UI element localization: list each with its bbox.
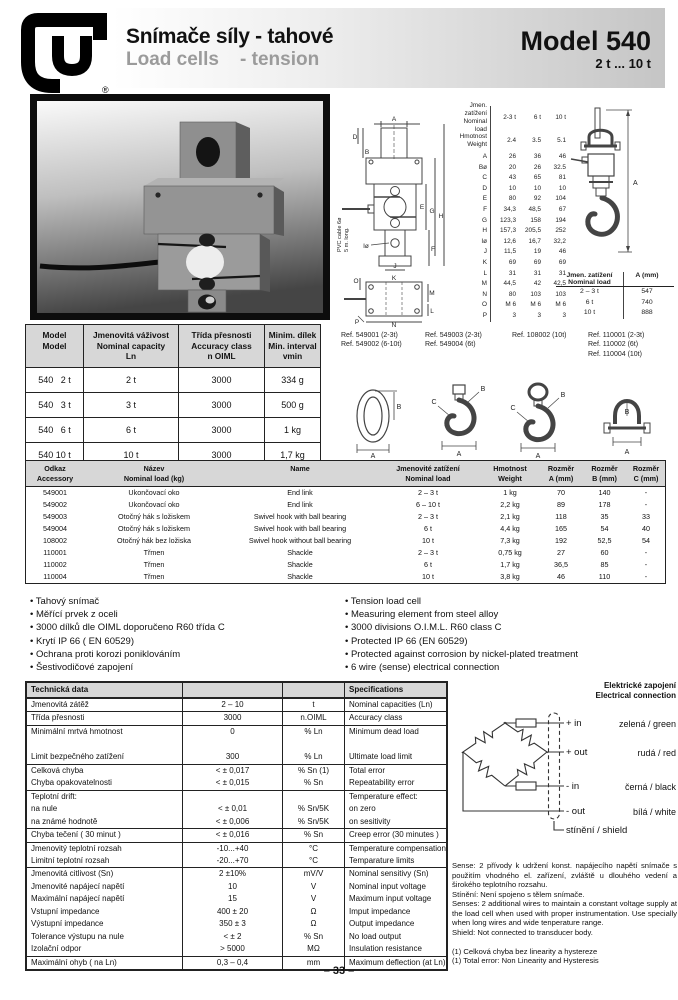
cable-note-line2: 5 m. long. (344, 227, 350, 252)
svg-text:C: C (431, 399, 437, 406)
svg-text:G: G (429, 208, 435, 215)
terminal-pin: - out (566, 806, 586, 817)
tech-table-row: Jmenovitá citlivost (Sn) 2 ±10% mV/V Nominal sensitivy (Sn) (27, 867, 446, 880)
model-table-row: 540 10 t 10 t 3000 1,7 kg (26, 442, 320, 467)
svg-text:A: A (633, 180, 638, 187)
tech-table-row: Maximální ohyb ( na Ln) 0,3 – 0,4 mm Maximum deflection (at Ln) (27, 956, 446, 969)
assembly-a-table: Jmen. zatížení Nominal load A (mm) 2 – 3 t 547 6 t 740 10 t 888 (556, 272, 674, 319)
tech-table-row: Chyba opakovatelnosti < ± 0,015 % Sn Repeatability error (27, 777, 446, 789)
accessory-table-row: 549004 Otočný hák s ložiskem Swivel hook with ball bearing 6 t 4,4 kg 165 54 40 (43, 524, 650, 534)
ref-caption-endlink: Ref. 549001 (2-3t) Ref. 549002 (6-10t) (341, 332, 402, 349)
ref-caption-shackle: Ref. 110001 (2-3t) Ref. 110002 (6t) Ref. 110004 (10t) (588, 332, 645, 358)
dimension-row: F 34,3 48,5 67 (451, 205, 567, 216)
terminal-row (566, 747, 676, 759)
feature-item: • Protected against corrosion by nickel-plated treatment (345, 648, 675, 661)
model-table-row: 540 3 t 3 t 3000 500 g (26, 392, 320, 417)
accessory-table-header: Odkaz Accessory Název Nominal load (kg) Name Jmenovité zatížení Nominal load Hmotnost Weight Rozměr A (mm) Rozměr B (mm) Rozměr C (mm) (26, 461, 665, 487)
feature-item: • 6 wire (sense) electrical connection (345, 661, 675, 674)
accessory-table (25, 460, 666, 584)
tech-table-row: na nule < ± 0,01 % Sn/5K on zero (27, 803, 446, 815)
model-table-row: 540 6 t 6 t 3000 1 kg (26, 417, 320, 442)
feature-item: • 3000 divisions O.I.M.L. R60 class C (345, 621, 675, 634)
model-name: Model 540 (520, 25, 651, 56)
tech-table-row: Jmenovité napájecí napětí 10 V Nominal input voltage (27, 881, 446, 893)
product-photo (30, 94, 330, 320)
assembly-drawing (566, 102, 640, 274)
feature-item: • Tahový snímač (30, 595, 335, 608)
model-table-header: Model Model Jmenovitá váživost Nominal capacity Ln Třída přesnosti Accuracy class n OIML Minim. dílek Min. interval vmin (26, 325, 320, 367)
page-number: – 33 – (323, 965, 355, 977)
features-cz (30, 595, 335, 674)
svg-text:A: A (370, 453, 376, 458)
model-table (25, 324, 321, 468)
svg-text:P: P (354, 319, 360, 326)
electrical-title: Elektrické zapojení Electrical connection (595, 681, 676, 700)
tech-table-row: Izolační odpor > 5000 MΩ Insulation resistance (27, 943, 446, 955)
terminal-pin: + in (566, 718, 582, 729)
terminal-pin: + out (566, 747, 588, 758)
terminal-row (566, 718, 676, 730)
svg-text:F: F (431, 246, 435, 253)
dimension-row: O M 6 M 6 M 6 (451, 300, 567, 311)
dimension-row: L 31 31 31 (451, 269, 567, 280)
accessory-table-row: 110001 Třmen Shackle 2 – 3 t 0,75 kg 27 60 - (43, 548, 648, 558)
terminal-pin: stínění / shield (566, 825, 628, 836)
dimension-row: Iø 12,6 16,7 32,2 (451, 237, 567, 248)
tech-table-row: Chyba tečení ( 30 minut ) < ± 0,016 % Sn Creep error (30 minutes ) (27, 828, 446, 841)
dimension-row: E 80 92 104 (451, 194, 567, 205)
dimension-row: N 80 103 103 (451, 290, 567, 301)
title-band (112, 8, 665, 88)
page-title: Snímače síly - tahové (126, 25, 334, 48)
feature-item: • Ochrana proti korozi poniklováním (30, 648, 335, 661)
model-table-row: 540 2 t 2 t 3000 334 g (26, 367, 320, 392)
ref-caption-swivel-bearing: Ref. 549003 (2-3t) Ref. 549004 (6t) (425, 332, 482, 349)
dimension-drawing (334, 112, 456, 328)
dimension-table (451, 101, 567, 322)
a-table-row: 10 t 888 (556, 308, 674, 319)
terminal-pin: - in (566, 781, 580, 792)
note-paragraph: Shield: Not connected to transducer body. (452, 927, 593, 937)
dimension-row: A 26 36 46 (451, 152, 567, 163)
accessory-table-row: 549002 Ukončovací oko End link 6 – 10 t 2,2 kg 89 178 - (43, 500, 648, 510)
svg-text:N: N (391, 322, 397, 328)
tech-table-row: Maximální napájecí napětí 15 V Maximum input voltage (27, 893, 446, 905)
end-link-drawing (341, 382, 411, 458)
cable-note-line1: PVC cable 6ø (337, 217, 343, 252)
tech-table-header: Technická data Specifications (27, 683, 446, 698)
accessory-table-row: 549001 Ukončovací oko End link 2 – 3 t 1 kg 70 140 - (43, 488, 648, 498)
note-paragraph: Stínění: Není spojeno s tělem snímače. (452, 889, 585, 899)
tech-table-row: Limit bezpečného zatížení 300 % Ln Ultimate load limit (27, 751, 446, 763)
tech-table-row: Tolerance výstupu na nule < ± 2 % Sn No load output (27, 931, 446, 943)
note-paragraph: Senses: 2 additional wires to maintain a constant voltage supply at the load cell when used with proper instrumentation. Use specially when long wires and wide tenperature range. (452, 899, 677, 927)
tech-table-row: Vstupní impedance 400 ± 20 Ω Imput impedance (27, 906, 446, 918)
note-paragraph: (1) Total error: Non Linearity and Hysteresis (452, 956, 599, 965)
accessory-table-row: 549003 Otočný hák s ložiskem Swivel hook with ball bearing 2 – 3 t 2,1 kg 118 35 33 (43, 512, 650, 522)
dimension-row: H 157,3 205,5 252 (451, 226, 567, 237)
dimension-row: P 3 3 3 (451, 311, 567, 322)
svg-text:A: A (391, 116, 397, 123)
dimension-row: J 11,5 19 46 (451, 247, 567, 258)
terminal-row (566, 825, 676, 837)
svg-text:B: B (624, 409, 630, 416)
a-table-row: 2 – 3 t 547 (556, 287, 674, 298)
svg-text:L: L (430, 308, 434, 315)
svg-text:A: A (456, 451, 462, 458)
svg-text:B: B (560, 392, 566, 399)
tech-table-row: Limitní teplotní rozsah -20...+70 °C Temparature limits (27, 855, 446, 867)
tech-table-row: Jmenovitý teplotní rozsah -10...+40 °C Temperature compensation (27, 842, 446, 855)
dimension-row: Bø 20 26 32.5 (451, 163, 567, 174)
svg-text:D: D (352, 134, 358, 141)
svg-text:J: J (393, 263, 397, 270)
feature-item: • Tension load cell (345, 595, 675, 608)
accessory-table-row: 110004 Třmen Shackle 10 t 3,8 kg 46 110 - (43, 572, 648, 582)
svg-text:M: M (429, 290, 435, 297)
svg-text:H: H (438, 213, 444, 220)
swivel-hook-drawing (503, 382, 573, 458)
svg-text:A: A (535, 453, 541, 458)
page-subtitle: Load cells - tension (126, 49, 320, 70)
shackle-drawing (591, 382, 661, 458)
dimension-table-header-weight: Hmotnost Weight 2.4 3.5 5.1 (451, 129, 567, 152)
svg-text:B: B (480, 386, 486, 393)
tech-table-row: Minimální mrtvá hmotnost 0 % Ln Minimum dead load (27, 725, 446, 751)
svg-text:B: B (364, 149, 370, 156)
feature-item: • Krytí IP 66 ( EN 60529) (30, 635, 335, 648)
tech-table-row: Celková chyba < ± 0,017 % Sn (1) Total error (27, 764, 446, 777)
svg-text:K: K (391, 275, 397, 282)
svg-text:O: O (353, 278, 359, 285)
terminal-row (566, 781, 676, 793)
electrical-connection (450, 681, 678, 863)
tech-table (25, 681, 448, 971)
registered-mark: ® (102, 85, 109, 94)
capacity-range: 2 t ... 10 t (595, 55, 651, 71)
dimension-table-header-capacity: Jmen. zatížení Nominal load 2-3 t 6 t 10 t (451, 106, 567, 129)
feature-item: • Šestivodičové zapojení (30, 661, 335, 674)
svg-text:Iø: Iø (363, 243, 369, 250)
terminal-wire-color: bílá / white (632, 807, 676, 817)
note-paragraph (452, 937, 677, 947)
tech-table-row: Třída přesnosti 3000 n.OIML Accuracy class (27, 711, 446, 724)
terminal-wire-color: černá / black (624, 782, 676, 792)
svg-text:B: B (396, 404, 402, 411)
swivel-hook-bearing-drawing (424, 382, 494, 458)
utilcell-logo (14, 4, 114, 94)
feature-item: • Měřící prvek z oceli (30, 608, 335, 621)
terminal-row (566, 806, 676, 818)
svg-text:A: A (624, 449, 630, 456)
tech-table-row: na známé hodnotě < ± 0,006 % Sn/5K on sesitivity (27, 816, 446, 828)
note-paragraph: Sense: 2 přívody k udržení konst. napájecího napětí snímače s použitím vhodného el. zařízení, zvláště u dlouhého vedení a širokého teplotního rozsahu. (452, 861, 677, 889)
feature-item: • 3000 dílků dle OIML doporučeno R60 třída C (30, 621, 335, 634)
ref-caption-swivel: Ref. 108002 (10t) (512, 332, 567, 339)
dimension-row: G 123,3 158 194 (451, 216, 567, 227)
notes (452, 861, 677, 966)
svg-text:C: C (510, 405, 516, 412)
dimension-row: D 10 10 10 (451, 184, 567, 195)
terminal-wire-color: rudá / red (637, 748, 676, 758)
svg-text:E: E (419, 204, 425, 211)
tech-table-row: Výstupní impedance 350 ± 3 Ω Output impedance (27, 918, 446, 930)
tech-table-row: Jmenovitá zátěž 2 – 10 t Nominal capacities (Ln) (27, 698, 446, 711)
dimension-row: C 43 65 81 (451, 173, 567, 184)
accessory-table-row: 108002 Otočný hák bez ložiska Swivel hook without ball bearing 10 t 7,3 kg 192 52,5 54 (43, 536, 650, 546)
dimension-row: K 69 69 69 (451, 258, 567, 269)
a-table-row: 6 t 740 (556, 298, 674, 309)
features-en (345, 595, 675, 674)
dimension-row: M 44,5 42 42,5 (451, 279, 567, 290)
note-paragraph: (1) Celková chyba bez linearity a hystereze (452, 946, 598, 956)
accessory-table-row: 110002 Třmen Shackle 6 t 1,7 kg 36,5 85 - (43, 560, 648, 570)
tech-table-row: Teplotní drift: Temperature effect: (27, 790, 446, 803)
feature-item: • Protected IP 66 (EN 60529) (345, 635, 675, 648)
terminal-wire-color: zelená / green (618, 719, 676, 729)
feature-item: • Measuring element from steel alloy (345, 608, 675, 621)
